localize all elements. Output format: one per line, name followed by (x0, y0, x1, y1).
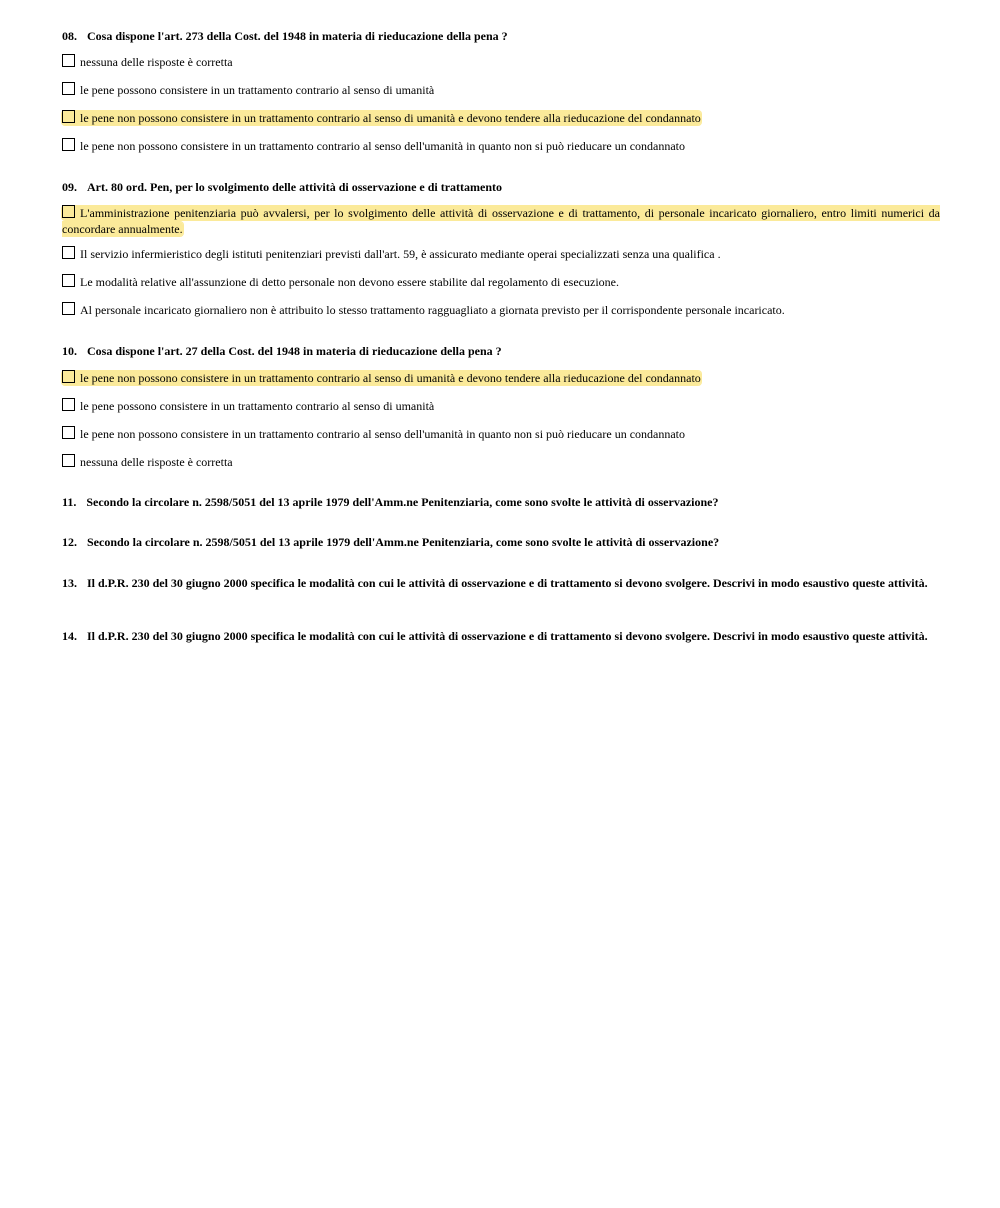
answer-text: le pene non possono consistere in un trattamento contrario al senso di umanità e devono tendere alla rieducazione del condannato (62, 111, 701, 125)
answer-text: le pene non possono consistere in un trattamento contrario al senso dell'umanità in quanto non si può rieducare un condannato (80, 427, 686, 441)
answer-checkbox[interactable] (62, 302, 75, 315)
answer-option[interactable] (62, 54, 940, 70)
answer-checkbox[interactable] (62, 370, 75, 383)
question-number: 10. (62, 344, 77, 358)
question-number: 12. (62, 535, 77, 549)
answer-option[interactable] (62, 82, 940, 98)
answer-checkbox[interactable] (62, 426, 75, 439)
answer-checkbox[interactable] (62, 274, 75, 287)
question-14 (62, 629, 940, 643)
question-title (62, 535, 940, 549)
question-title (62, 495, 940, 509)
answer-option[interactable] (62, 138, 940, 154)
answer-checkbox[interactable] (62, 398, 75, 411)
question-number: 09. (62, 180, 77, 194)
answer-checkbox[interactable] (62, 454, 75, 467)
question-title (62, 629, 940, 643)
question-10 (62, 344, 940, 358)
answer-text: Al personale incaricato giornaliero non è attribuito lo stesso trattamento ragguagliato a giornata previsto per il corrispondente personale incaricato. (80, 303, 785, 317)
question-text: Il d.P.R. 230 del 30 giugno 2000 specifica le modalità con cui le attività di osservazione e di trattamento si devono svolgere. Descrivi in modo esaustivo queste attività. (87, 576, 928, 590)
question-text: Cosa dispone l'art. 273 della Cost. del 1948 in materia di rieducazione della pena ? (87, 29, 508, 43)
answer-option-highlighted[interactable] (62, 205, 940, 237)
answer-checkbox[interactable] (62, 246, 75, 259)
question-11 (62, 495, 940, 509)
question-number: 11. (62, 495, 77, 509)
answer-checkbox[interactable] (62, 138, 75, 151)
answer-checkbox[interactable] (62, 205, 75, 218)
answer-text: nessuna delle risposte è corretta (80, 455, 233, 469)
answer-checkbox[interactable] (62, 82, 75, 95)
question-number: 14. (62, 629, 77, 643)
answer-text: le pene non possono consistere in un trattamento contrario al senso dell'umanità in quanto non si può rieducare un condannato (80, 139, 686, 153)
question-text: Art. 80 ord. Pen, per lo svolgimento delle attività di osservazione e di trattamento (87, 180, 503, 194)
answer-text: L'amministrazione penitenziaria può avvalersi, per lo svolgimento delle attività di osservazione e di trattamento, di personale incaricato giornaliero, entro limiti numerici da concordare annualmente. (62, 206, 940, 236)
answer-option[interactable] (62, 398, 940, 414)
question-09 (62, 180, 940, 194)
answer-option[interactable] (62, 246, 940, 262)
answer-text: le pene non possono consistere in un trattamento contrario al senso di umanità e devono tendere alla rieducazione del condannato (62, 371, 701, 385)
answer-option[interactable] (62, 426, 940, 442)
question-text: Secondo la circolare n. 2598/5051 del 13 aprile 1979 dell'Amm.ne Penitenziaria, come sono svolte le attività di osservazione? (87, 535, 720, 549)
question-title (62, 29, 940, 43)
answer-option-highlighted[interactable] (62, 370, 940, 386)
answer-text: Le modalità relative all'assunzione di detto personale non devono essere stabilite dal regolamento di esecuzione. (80, 275, 619, 289)
question-13 (62, 576, 940, 590)
question-text: Secondo la circolare n. 2598/5051 del 13 aprile 1979 dell'Amm.ne Penitenziaria, come sono svolte le attività di osservazione? (86, 495, 719, 509)
question-text: Il d.P.R. 230 del 30 giugno 2000 specifica le modalità con cui le attività di osservazione e di trattamento si devono svolgere. Descrivi in modo esaustivo queste attività. (87, 629, 928, 643)
question-number: 13. (62, 576, 77, 590)
question-08 (62, 29, 940, 43)
question-text: Cosa dispone l'art. 27 della Cost. del 1948 in materia di rieducazione della pena ? (87, 344, 502, 358)
question-title (62, 344, 940, 358)
answer-text: le pene possono consistere in un trattamento contrario al senso di umanità (80, 399, 435, 413)
answer-text: le pene possono consistere in un trattamento contrario al senso di umanità (80, 83, 435, 97)
answer-text: nessuna delle risposte è corretta (80, 55, 233, 69)
question-title (62, 576, 940, 590)
answer-text: Il servizio infermieristico degli istituti penitenziari previsti dall'art. 59, è assicurato mediante operai specializzati senza una qualifica . (80, 247, 721, 261)
answer-option-highlighted[interactable] (62, 110, 940, 126)
answer-checkbox[interactable] (62, 54, 75, 67)
answer-option[interactable] (62, 302, 940, 318)
question-12 (62, 535, 940, 549)
answer-option[interactable] (62, 274, 940, 290)
answer-option[interactable] (62, 454, 940, 470)
answer-checkbox[interactable] (62, 110, 75, 123)
question-title (62, 180, 940, 194)
question-number: 08. (62, 29, 77, 43)
